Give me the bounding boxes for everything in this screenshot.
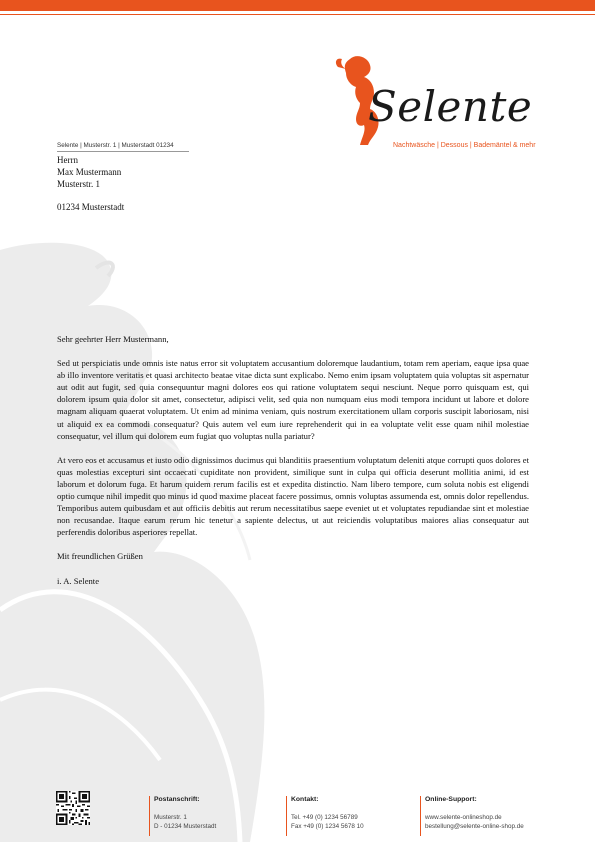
footer-email-link[interactable]: bestellung@selente-online-shop.de — [425, 823, 524, 831]
brand-tagline: Nachtwäsche | Dessous | Bademäntel & mehr — [393, 142, 536, 149]
footer-contact-heading: Kontakt: — [291, 796, 319, 803]
recipient-city: 01234 Musterstadt — [57, 202, 125, 212]
footer-support-heading: Online-Support: — [425, 796, 477, 803]
letter-closing: Mit freundlichen Grüßen — [57, 551, 143, 562]
footer-postal-column — [149, 796, 279, 836]
recipient-name: Max Mustermann — [57, 167, 122, 177]
qr-code-icon — [56, 791, 90, 825]
letter-signature: i. A. Selente — [57, 575, 100, 586]
footer-fax: Fax +49 (0) 1234 5678 10 — [291, 823, 364, 831]
sender-return-line: Selente | Musterstr. 1 | Musterstadt 01234 — [57, 142, 174, 149]
letter-paragraph-2: At vero eos et accusamus et iusto odio dignissimos ducimus qui blanditiis praesentium voluptatum deleniti atque corrupti quos dolores et quas molestias excepturi sint occaecati cupiditate non provident, similique sunt in culpa qui officia deserunt mollitia animi, id est laborum et dolorum fuga. Et harum quidem rerum facilis est et expedita distinctio. Nam libero tempore, cum soluta nobis est eligendi optio cumque nihil impedit quo minus id quod maxime placeat facere possimus, omnis voluptas assumenda est, omnis dolor repellendus. Temporibus autem quibusdam et aut officiis debitis aut rerum necessitatibus saepe eveniet ut et voluptates repudiandae sint et molestiae non recusandae. Itaque earum rerum hic tenetur a sapiente delectus, ut aut reiciendis voluptatibus maiores alias consequatur aut perferendis doloribus asperiores repellat. — [57, 454, 529, 538]
recipient-street: Musterstr. 1 — [57, 179, 101, 189]
recipient-title: Herrn — [57, 155, 78, 165]
footer-postal-heading: Postanschrift: — [154, 796, 200, 803]
footer-phone: Tel. +49 (0) 1234 56789 — [291, 814, 358, 821]
sender-underline — [57, 151, 189, 152]
footer-website-link[interactable]: www.selente-onlineshop.de — [425, 814, 502, 821]
letter-paragraph-1: Sed ut perspiciatis unde omnis iste natus error sit voluptatem accusantium doloremque laudantium, totam rem aperiam, eaque ipsa quae ab illo inventore veritatis et quasi architecto beatae vitae dicta sunt explicabo. Nemo enim ipsam voluptatem quia voluptas sit aspernatur aut odit aut fugit, sed quia consequuntur magni dolores eos qui ratione voluptatem sequi nesciunt. Neque porro quisquam est, qui dolorem ipsum quia dolor sit amet, consectetur, adipisci velit, sed quia non numquam eius modi tempora incidunt ut labore et dolore magnam aliquam quaerat voluptatem. Ut enim ad minima veniam, quis nostrum exercitationem ullam corporis suscipit laboriosam, nisi ut aliquid ex ea commodi consequatur? Quis autem vel eum iure reprehenderit qui in ea voluptate velit esse quam nihil molestiae consequatur, vel illum qui dolorem eum fugiat quo voluptas nulla pariatur? — [57, 358, 529, 441]
letter-greeting: Sehr geehrter Herr Mustermann, — [57, 334, 169, 344]
footer-postal-city: D - 01234 Musterstadt — [154, 823, 217, 831]
footer-contact-column — [286, 796, 416, 836]
footer-support-column — [420, 796, 550, 836]
footer-postal-street: Musterstr. 1 — [154, 814, 187, 821]
brand-wordmark: Selente — [368, 82, 533, 131]
letter-body — [57, 333, 529, 599]
